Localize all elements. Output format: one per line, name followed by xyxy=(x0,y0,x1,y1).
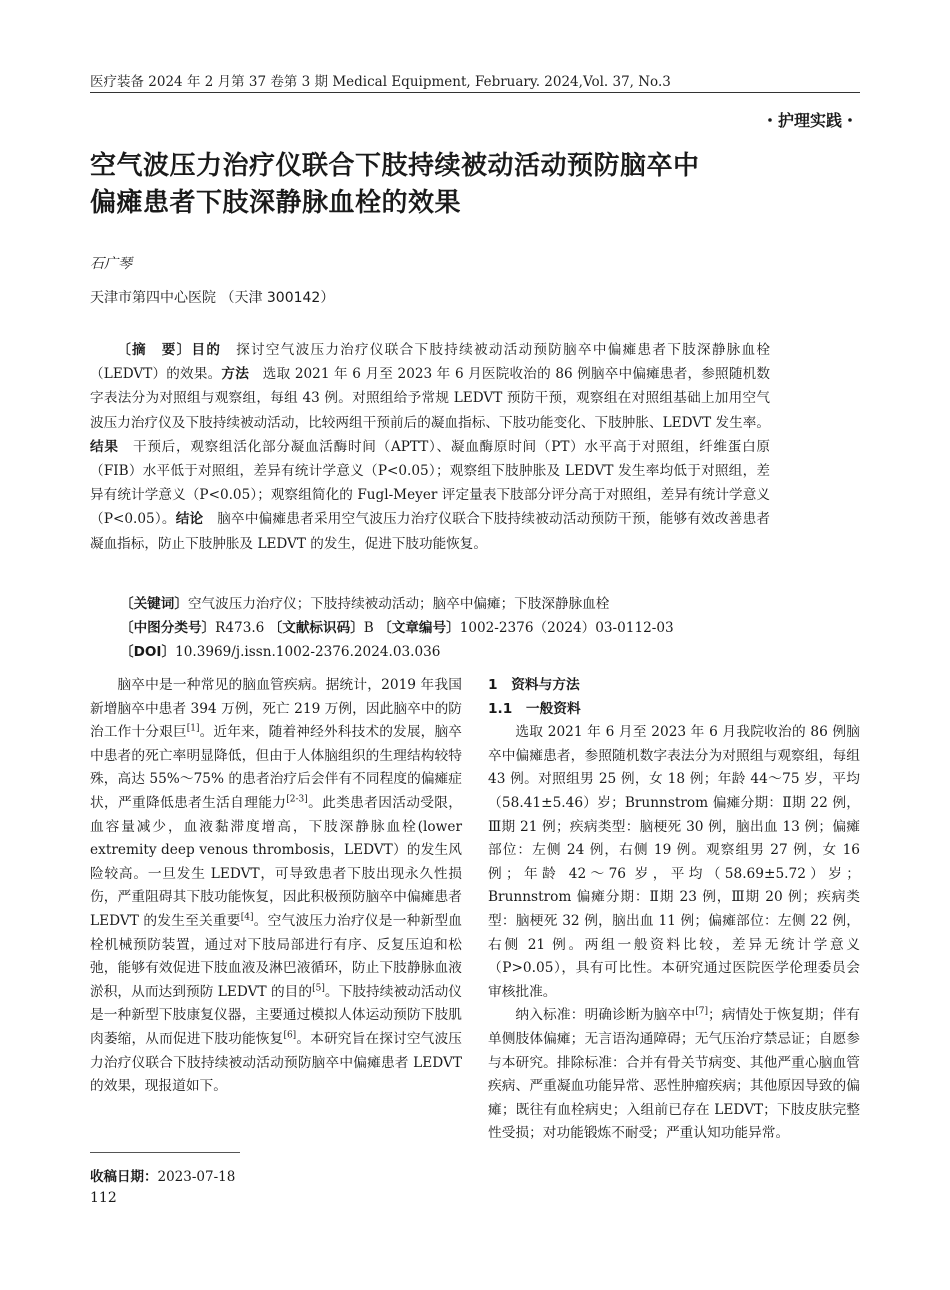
clc-label: 〔中图分类号〕 xyxy=(120,620,216,636)
right-column xyxy=(488,674,860,1146)
keywords: 空气波压力治疗仪；下肢持续被动活动；脑卒中偏瘫；下肢深静脉血栓 xyxy=(187,596,610,612)
abstract-purpose: 探讨空气波压力治疗仪联合下肢持续被动活动预防脑卒中偏瘫患者下肢深静脉血栓（LEDVT）的效果。 xyxy=(90,342,771,383)
citation-4[interactable]: [4] xyxy=(240,912,254,923)
author: 石广琴 xyxy=(90,256,132,272)
purpose-label: 目的 xyxy=(191,342,222,358)
method-label: 方法 xyxy=(221,366,249,383)
citation-6[interactable]: [6] xyxy=(283,1030,297,1041)
article-title xyxy=(90,148,860,222)
citation-5[interactable]: [5] xyxy=(312,983,325,994)
keywords-line xyxy=(120,592,609,616)
doi-value[interactable]: 10.3969/j.issn.1002-2376.2024.03.036 xyxy=(175,644,441,660)
received-date xyxy=(90,1165,235,1185)
affiliation: 天津市第四中心医院 （天津 300142） xyxy=(90,290,335,306)
conclusion-label: 结论 xyxy=(175,511,204,528)
abstract-conclusion: 脑卒中偏瘫患者采用空气波压力治疗仪联合下肢持续被动活动预防干预，能够有效改善患者凝血指标，防止下肢肿胀及 LEDVT 的发生，促进下肢功能恢复。 xyxy=(90,511,770,552)
running-head: 医疗装备 2024 年 2 月第 37 卷第 3 期 Medical Equipment, February. 2024,Vol. 37, No.3 xyxy=(90,74,671,90)
classification-line xyxy=(120,616,674,640)
keywords-label: 〔关键词〕 xyxy=(120,596,188,612)
citation-2-3[interactable]: [2-3] xyxy=(286,794,308,805)
criteria-paragraph: 纳入标准：明确诊断为脑卒中[7]；病情处于恢复期；伴有单侧肢体偏瘫；无言语沟通障碍；无气压治疗禁忌证；自愿参与本研究。排除标准：合并有骨关节病变、其他严重心脑血管疾病、严重凝血功能异常、恶性肿瘤疾病；其他原因导致的偏瘫；既往有血栓病史；入组前已存在 LEDVT；下肢皮肤完整性受损；对功能锻炼不耐受；严重认知功能异常。 xyxy=(488,1006,860,1142)
clc-value: R473.6 xyxy=(215,620,265,636)
section-heading-1: 1 资料与方法 xyxy=(488,677,580,693)
articleno-value: 1002-2376（2024）03-0112-03 xyxy=(459,620,674,636)
abstract xyxy=(90,338,770,556)
doi-line xyxy=(120,640,440,664)
abstract-result: 干预后，观察组活化部分凝血活酶时间（APTT）、凝血酶原时间（PT）水平高于对照组，纤维蛋白原（FIB）水平低于对照组，差异有统计学意义（P<0.05）；观察组下肢肿胀及 LEDVT 发生率均低于对照组，差异有统计学意义（P<0.05）；观察组简化的 Fugl-Meyer 评定量表下肢部分评分高于对照组，差异有统计学意义（P<0.05）。 xyxy=(90,438,771,528)
doccode-label: 〔文献标识码〕 xyxy=(268,620,364,636)
articleno-label: 〔文章编号〕 xyxy=(378,620,460,636)
footnote-rule xyxy=(90,1152,240,1153)
general-info-paragraph: 选取 2021 年 6 月至 2023 年 6 月我院收治的 86 例脑卒中偏瘫患者，参照随机数字表法分为对照组与观察组，每组 43 例。对照组男 25 例，女 18 例；年龄 44～75 岁，平均（58.41±5.46）岁；Brunnstrom 偏瘫分期：Ⅱ期 22 例，Ⅲ期 21 例；疾病类型：脑梗死 30 例，脑出血 13 例；偏瘫部位：左侧 24 例，右侧 19 例。观察组男 27 例，女 16 例；年龄 42～76 岁，平均（58.69±5.72）岁；Brunnstrom 偏瘫分期：Ⅱ期 23 例，Ⅲ期 20 例；疾病类型：脑梗死 32 例，脑出血 11 例；偏瘫部位：左侧 22 例，右侧 21 例。两组一般资料比较，差异无统计学意义（P>0.05），具有可比性。本研究通过医院医学伦理委员会审核批准。 xyxy=(488,724,860,1000)
citation-7[interactable]: [7] xyxy=(695,1006,708,1017)
title-line-2: 偏瘫患者下肢深静脉血栓的效果 xyxy=(90,188,462,218)
page-number: 112 xyxy=(90,1190,117,1206)
subsection-heading-1-1: 1.1 一般资料 xyxy=(488,700,581,717)
result-label: 结果 xyxy=(90,438,119,455)
abstract-method: 选取 2021 年 6 月至 2023 年 6 月医院收治的 86 例脑卒中偏瘫患者，参照随机数字表法分为对照组与观察组，每组 43 例。对照组给予常规 LEDVT 预防干预，观察组在对照组基础上加用空气波压力治疗仪及下肢持续被动活动，比较两组干预前后的凝血指标、下肢功能变化、下肢肿胀、LEDVT 发生率。 xyxy=(90,366,771,431)
abstract-label: 〔摘 要〕 xyxy=(117,342,192,358)
received-label: 收稿日期： xyxy=(90,1169,158,1185)
header-rule xyxy=(90,92,860,93)
doccode-value: B xyxy=(363,620,374,636)
section-tag: ・护理实践・ xyxy=(761,111,858,130)
received-value: 2023-07-18 xyxy=(157,1169,236,1185)
doi-label: 〔DOI〕 xyxy=(120,644,176,660)
left-column xyxy=(90,674,462,1099)
citation-1[interactable]: [1] xyxy=(186,723,200,734)
title-line-1: 空气波压力治疗仪联合下肢持续被动活动预防脑卒中 xyxy=(90,151,700,181)
intro-paragraph: 脑卒中是一种常见的脑血管疾病。据统计，2019 年我国新增脑卒中患者 394 万例，死亡 219 万例，因此脑卒中的防治工作十分艰巨[1]。近年来，随着神经外科技术的发展，脑卒中患者的死亡率明显降低，但由于人体脑组织的生理结构较特殊，高达 55%～75% 的患者治疗后会伴有不同程度的偏瘫症状，严重降低患者生活自理能力[2-3]。此类患者因活动受限，血容量减少，血液黏滞度增高，下肢深静脉血栓(lower extremity deep venous thrombosis，LEDVT）的发生风险较高。一旦发生 LEDVT，可导致患者下肢出现永久性损伤，严重阻碍其下肢功能恢复，因此积极预防脑卒中偏瘫患者 LEDVT 的发生至关重要[4]。空气波压力治疗仪是一种新型血栓机械预防装置，通过对下肢局部进行有序、反复压迫和松弛，能够有效促进下肢血液及淋巴液循环，防止下肢静脉血液淤积，从而达到预防 LEDVT 的目的[5]。下肢持续被动活动仪是一种新型下肢康复仪器，主要通过模拟人体运动预防下肢肌肉萎缩，从而促进下肢功能恢复[6]。本研究旨在探讨空气波压力治疗仪联合下肢持续被动活动预防脑卒中偏瘫患者 LEDVT 的效果，现报道如下。 xyxy=(90,677,462,1095)
